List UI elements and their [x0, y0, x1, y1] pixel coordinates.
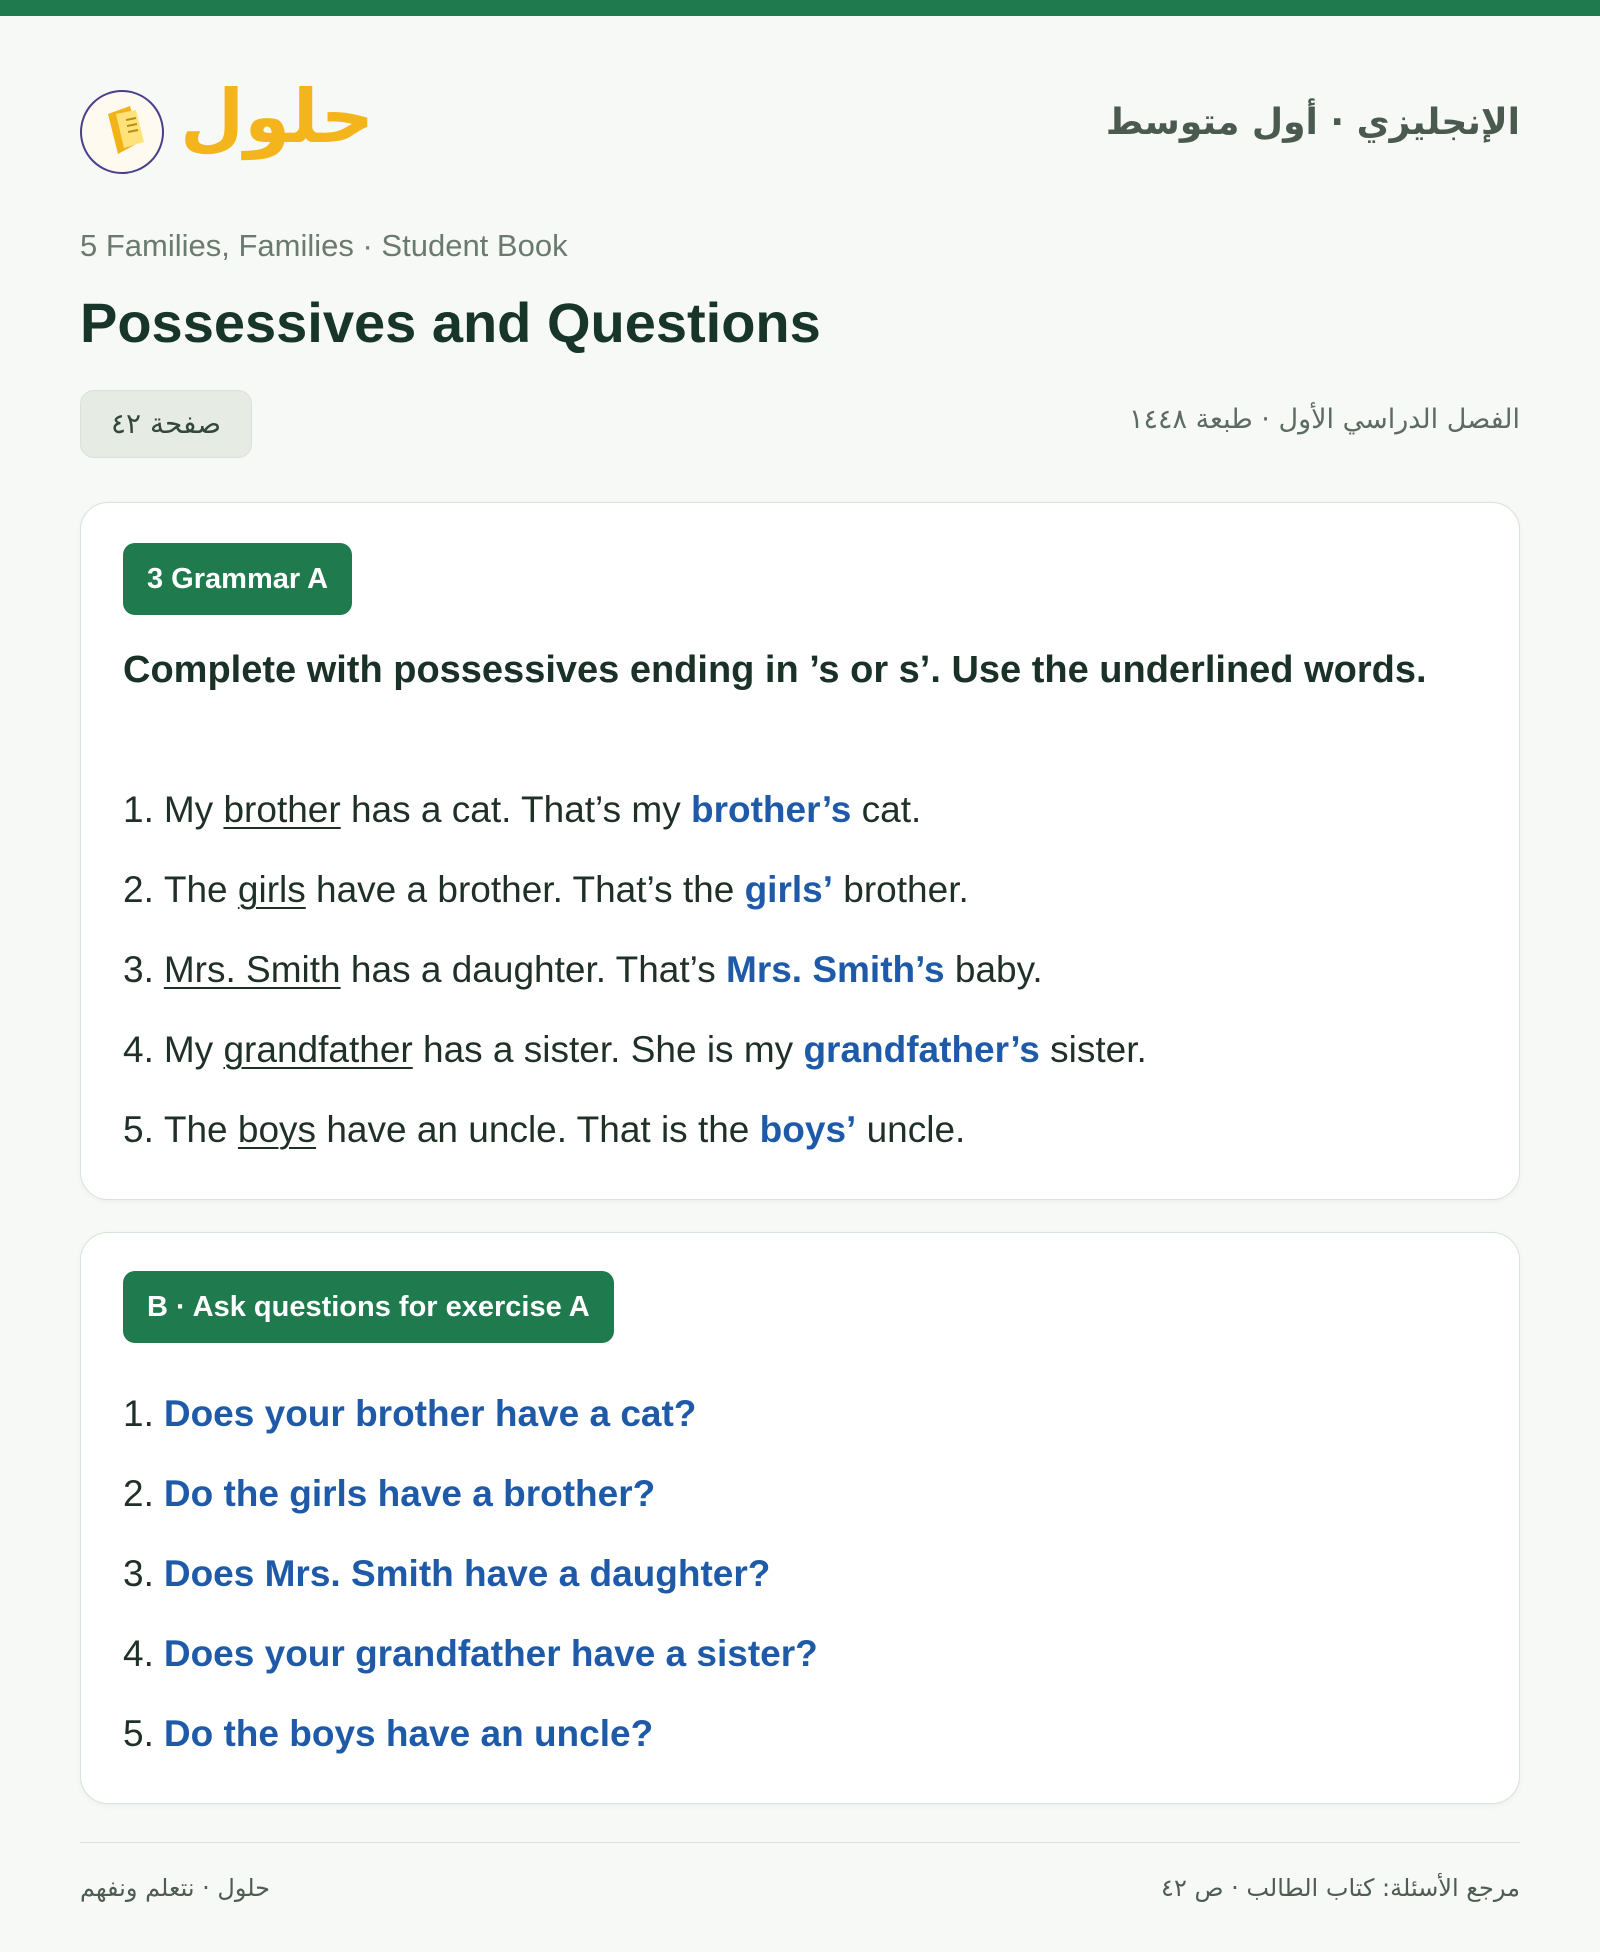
- item-text: has a cat. That’s my: [340, 789, 691, 830]
- item-text: baby.: [944, 949, 1043, 990]
- exercise-a-item: [123, 869, 969, 911]
- answer: Do the boys have an uncle?: [163, 1713, 654, 1754]
- item-text: brother.: [833, 869, 969, 910]
- answer: Does Mrs. Smith have a daughter?: [163, 1553, 771, 1594]
- logo-wordmark: حلول: [180, 74, 375, 160]
- footer-tagline: حلول · نتعلم ونفهم: [80, 1874, 270, 1902]
- exercise-a-card: [80, 502, 1520, 1200]
- subject-label: الإنجليزي · أول متوسط: [1105, 102, 1520, 143]
- item-number: 1.: [123, 1393, 154, 1434]
- item-text: have an uncle. That is the: [316, 1109, 760, 1150]
- exercise-b-item: [123, 1473, 655, 1515]
- answer: Does your brother have a cat?: [163, 1393, 697, 1434]
- page-title: Possessives and Questions: [80, 291, 821, 354]
- item-text: have a brother. That’s the: [305, 869, 745, 910]
- item-text: My: [163, 1029, 224, 1070]
- item-number: 4.: [123, 1633, 154, 1674]
- answer: brother’s: [691, 789, 852, 830]
- exercise-b-item: [123, 1633, 818, 1675]
- item-number: 2.: [123, 1473, 154, 1514]
- answer: girls’: [744, 869, 833, 910]
- underlined-word: Mrs. Smith: [163, 949, 341, 990]
- exercise-a-item: [123, 949, 1043, 991]
- item-text: has a daughter. That’s: [340, 949, 726, 990]
- exercise-a-item: [123, 1109, 965, 1151]
- answer: Does your grandfather have a sister?: [163, 1633, 818, 1674]
- answer: Mrs. Smith’s: [726, 949, 945, 990]
- exercise-a-item: [123, 1029, 1147, 1071]
- answer: grandfather’s: [803, 1029, 1040, 1070]
- item-number: 2.: [123, 869, 154, 910]
- exercise-a-instruction: Complete with possessives ending in ’s or s’. Use the underlined words.: [123, 649, 1427, 691]
- header: [80, 70, 1520, 180]
- item-text: cat.: [851, 789, 922, 830]
- underlined-word: boys: [237, 1109, 317, 1150]
- underlined-word: grandfather: [223, 1029, 413, 1070]
- exercise-b-tag: B · Ask questions for exercise A: [123, 1271, 614, 1343]
- answer: Do the girls have a brother?: [163, 1473, 656, 1514]
- item-text: My: [163, 789, 224, 830]
- exercise-b-item: [123, 1713, 653, 1755]
- item-number: 3.: [123, 949, 154, 990]
- exercise-a-item: [123, 789, 921, 831]
- item-number: 5.: [123, 1713, 154, 1754]
- item-number: 1.: [123, 789, 154, 830]
- term-info: الفصل الدراسي الأول · طبعة ١٤٤٨: [1128, 404, 1520, 435]
- item-number: 5.: [123, 1109, 154, 1150]
- breadcrumb[interactable]: 5 Families, Families · Student Book: [80, 228, 568, 263]
- page-number-chip[interactable]: صفحة ٤٢: [80, 390, 252, 458]
- item-number: 4.: [123, 1029, 154, 1070]
- exercise-b-card: [80, 1232, 1520, 1804]
- brand-logo[interactable]: [80, 74, 375, 182]
- item-text: has a sister. She is my: [412, 1029, 804, 1070]
- exercise-b-item: [123, 1553, 770, 1595]
- item-text: The: [163, 869, 238, 910]
- item-text: sister.: [1039, 1029, 1147, 1070]
- underlined-word: girls: [237, 869, 306, 910]
- item-text: The: [163, 1109, 238, 1150]
- answer: boys’: [759, 1109, 857, 1150]
- exercise-a-tag: 3 Grammar A: [123, 543, 352, 615]
- exercise-b-item: [123, 1393, 696, 1435]
- footer-divider: [80, 1842, 1520, 1843]
- item-number: 3.: [123, 1553, 154, 1594]
- footer-reference: مرجع الأسئلة: كتاب الطالب · ص ٤٢: [1161, 1874, 1520, 1902]
- top-accent-bar: [0, 0, 1600, 16]
- book-icon: [80, 90, 164, 174]
- underlined-word: brother: [223, 789, 341, 830]
- item-text: uncle.: [856, 1109, 966, 1150]
